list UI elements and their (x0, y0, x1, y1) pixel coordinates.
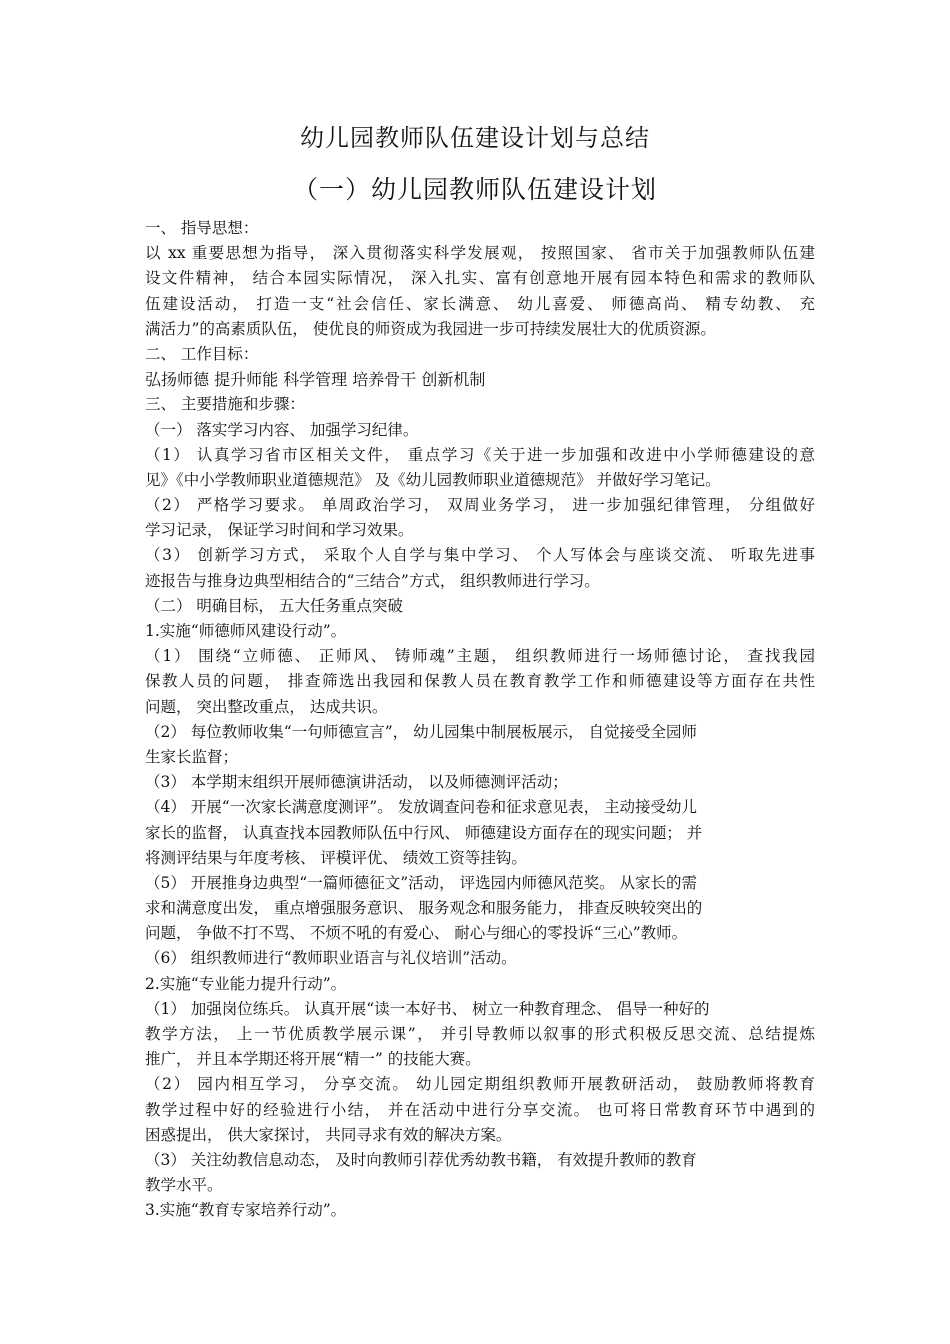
paragraph-line: 设文件精神， 结合本园实际情况， 深入扎实、富有创意地开展有园本特色和需求的教师队 (145, 269, 815, 288)
item-heading: 2.实施“专业能力提升行动”。 (145, 974, 347, 993)
paragraph-line: 生家长监督； (145, 747, 239, 766)
paragraph-line: （1） 加强岗位练兵。 认真开展“读一本好书、 树立一种教育理念、 倡导一种好的 (145, 999, 710, 1018)
paragraph-line: 问题， 争做不打不骂、 不烦不吼的有爱心、 耐心与细心的零投诉“三心”教师。 (145, 924, 688, 943)
paragraph-line: （1） 认真学习省市区相关文件， 重点学习《关于进一步加强和改进中小学师德建设的意 (145, 445, 815, 464)
paragraph-line: （1） 围绕“立师德、 正师风、 铸师魂”主题， 组织教师进行一场师德讨论， 查找我园 (145, 647, 815, 666)
paragraph-line: 推广， 并且本学期还将开展“精一” 的技能大赛。 (145, 1050, 481, 1069)
paragraph-line: （3） 创新学习方式， 采取个人自学与集中学习、 个人写体会与座谈交流、 听取先进事 (145, 546, 815, 565)
subsection-heading: （二） 明确目标， 五大任务重点突破 (145, 596, 403, 615)
paragraph-line: 将测评结果与年度考核、 评模评优、 绩效工资等挂钩。 (145, 848, 527, 867)
paragraph-line: 问题， 突出整改重点， 达成共识。 (145, 697, 388, 716)
goals-line: 弘扬师德 提升师能 科学管理 培养骨干 创新机制 (145, 370, 486, 390)
paragraph-line: （2） 园内相互学习， 分享交流。 幼儿园定期组织教师开展教研活动， 鼓励教师将教育 (145, 1075, 815, 1094)
paragraph-line: 困惑提出， 供大家探讨， 共同寻求有效的解决方案。 (145, 1125, 512, 1144)
document-subtitle: （一）幼儿园教师队伍建设计划 (292, 175, 657, 204)
paragraph-line: （2） 严格学习要求。 单周政治学习， 双周业务学习， 进一步加强纪律管理， 分组做好 (145, 496, 815, 515)
paragraph-line: 迹报告与推身边典型相结合的“三结合”方式， 组织教师进行学习。 (145, 571, 600, 590)
item-heading: 3.实施“教育专家培养行动”。 (145, 1201, 347, 1220)
paragraph-line: 保教人员的问题， 排查筛选出我园和保教人员在教育教学工作和师德建设等方面存在共性 (145, 672, 815, 691)
paragraph-line: （3） 本学期末组织开展师德演讲活动， 以及师德测评活动； (145, 773, 568, 792)
paragraph-line: 教学过程中好的经验进行小结， 并在活动中进行分享交流。 也可将日常教育环节中遇到的 (145, 1100, 815, 1119)
paragraph-line: 求和满意度出发， 重点增强服务意识、 服务观念和服务能力， 排查反映较突出的 (145, 899, 703, 918)
paragraph-line: 教学水平。 (145, 1176, 223, 1195)
section-heading: 三、 主要措施和步骤： (145, 395, 305, 414)
paragraph-line: 教学方法， 上一节优质教学展示课”， 并引导教师以叙事的形式积极反思交流、总结提炼 (145, 1025, 815, 1043)
paragraph-line: （6） 组织教师进行“教师职业语言与礼仪培训”活动。 (145, 949, 517, 968)
paragraph-line: （5） 开展推身边典型“一篇师德征文”活动， 评选园内师德风范奖。 从家长的需 (145, 873, 697, 892)
paragraph-line: 伍建设活动， 打造一支“社会信任、家长满意、 幼儿喜爱、 师德高尚、 精专幼教、 充 (145, 294, 815, 313)
section-heading: 二、 工作目标： (145, 344, 259, 363)
subsection-heading: （一） 落实学习内容、 加强学习纪律。 (145, 420, 419, 439)
paragraph-line: （2） 每位教师收集“一句师德宣言”， 幼儿园集中制展板展示， 自觉接受全园师 (145, 722, 697, 741)
document-title: 幼儿园教师队伍建设计划与总结 (300, 124, 650, 152)
paragraph-line: 见》《中小学教师职业道德规范》 及《幼儿园教师职业道德规范》 并做好学习笔记。 (145, 470, 721, 489)
paragraph-line: （3） 关注幼教信息动态， 及时向教师引荐优秀幼教书籍， 有效提升教师的教育 (145, 1150, 697, 1169)
paragraph-line: 家长的监督， 认真查找本园教师队伍中行风、 师德建设方面存在的现实问题； 并 (145, 823, 703, 842)
paragraph-line: 学习记录， 保证学习时间和学习效果。 (145, 521, 414, 540)
section-heading: 一、 指导思想： (145, 219, 259, 237)
paragraph-line: 以 xx 重要思想为指导， 深入贯彻落实科学发展观， 按照国家、 省市关于加强教师队伍建 (145, 244, 815, 263)
item-heading: 1.实施“师德师风建设行动”。 (145, 622, 347, 640)
document-body (145, 216, 815, 1224)
paragraph-line: 满活力”的高素质队伍， 使优良的师资成为我园进一步可持续发展壮大的优质资源。 (145, 319, 716, 338)
paragraph-line: （4） 开展“一次家长满意度测评”。 发放调查问卷和征求意见表， 主动接受幼儿 (145, 798, 697, 817)
